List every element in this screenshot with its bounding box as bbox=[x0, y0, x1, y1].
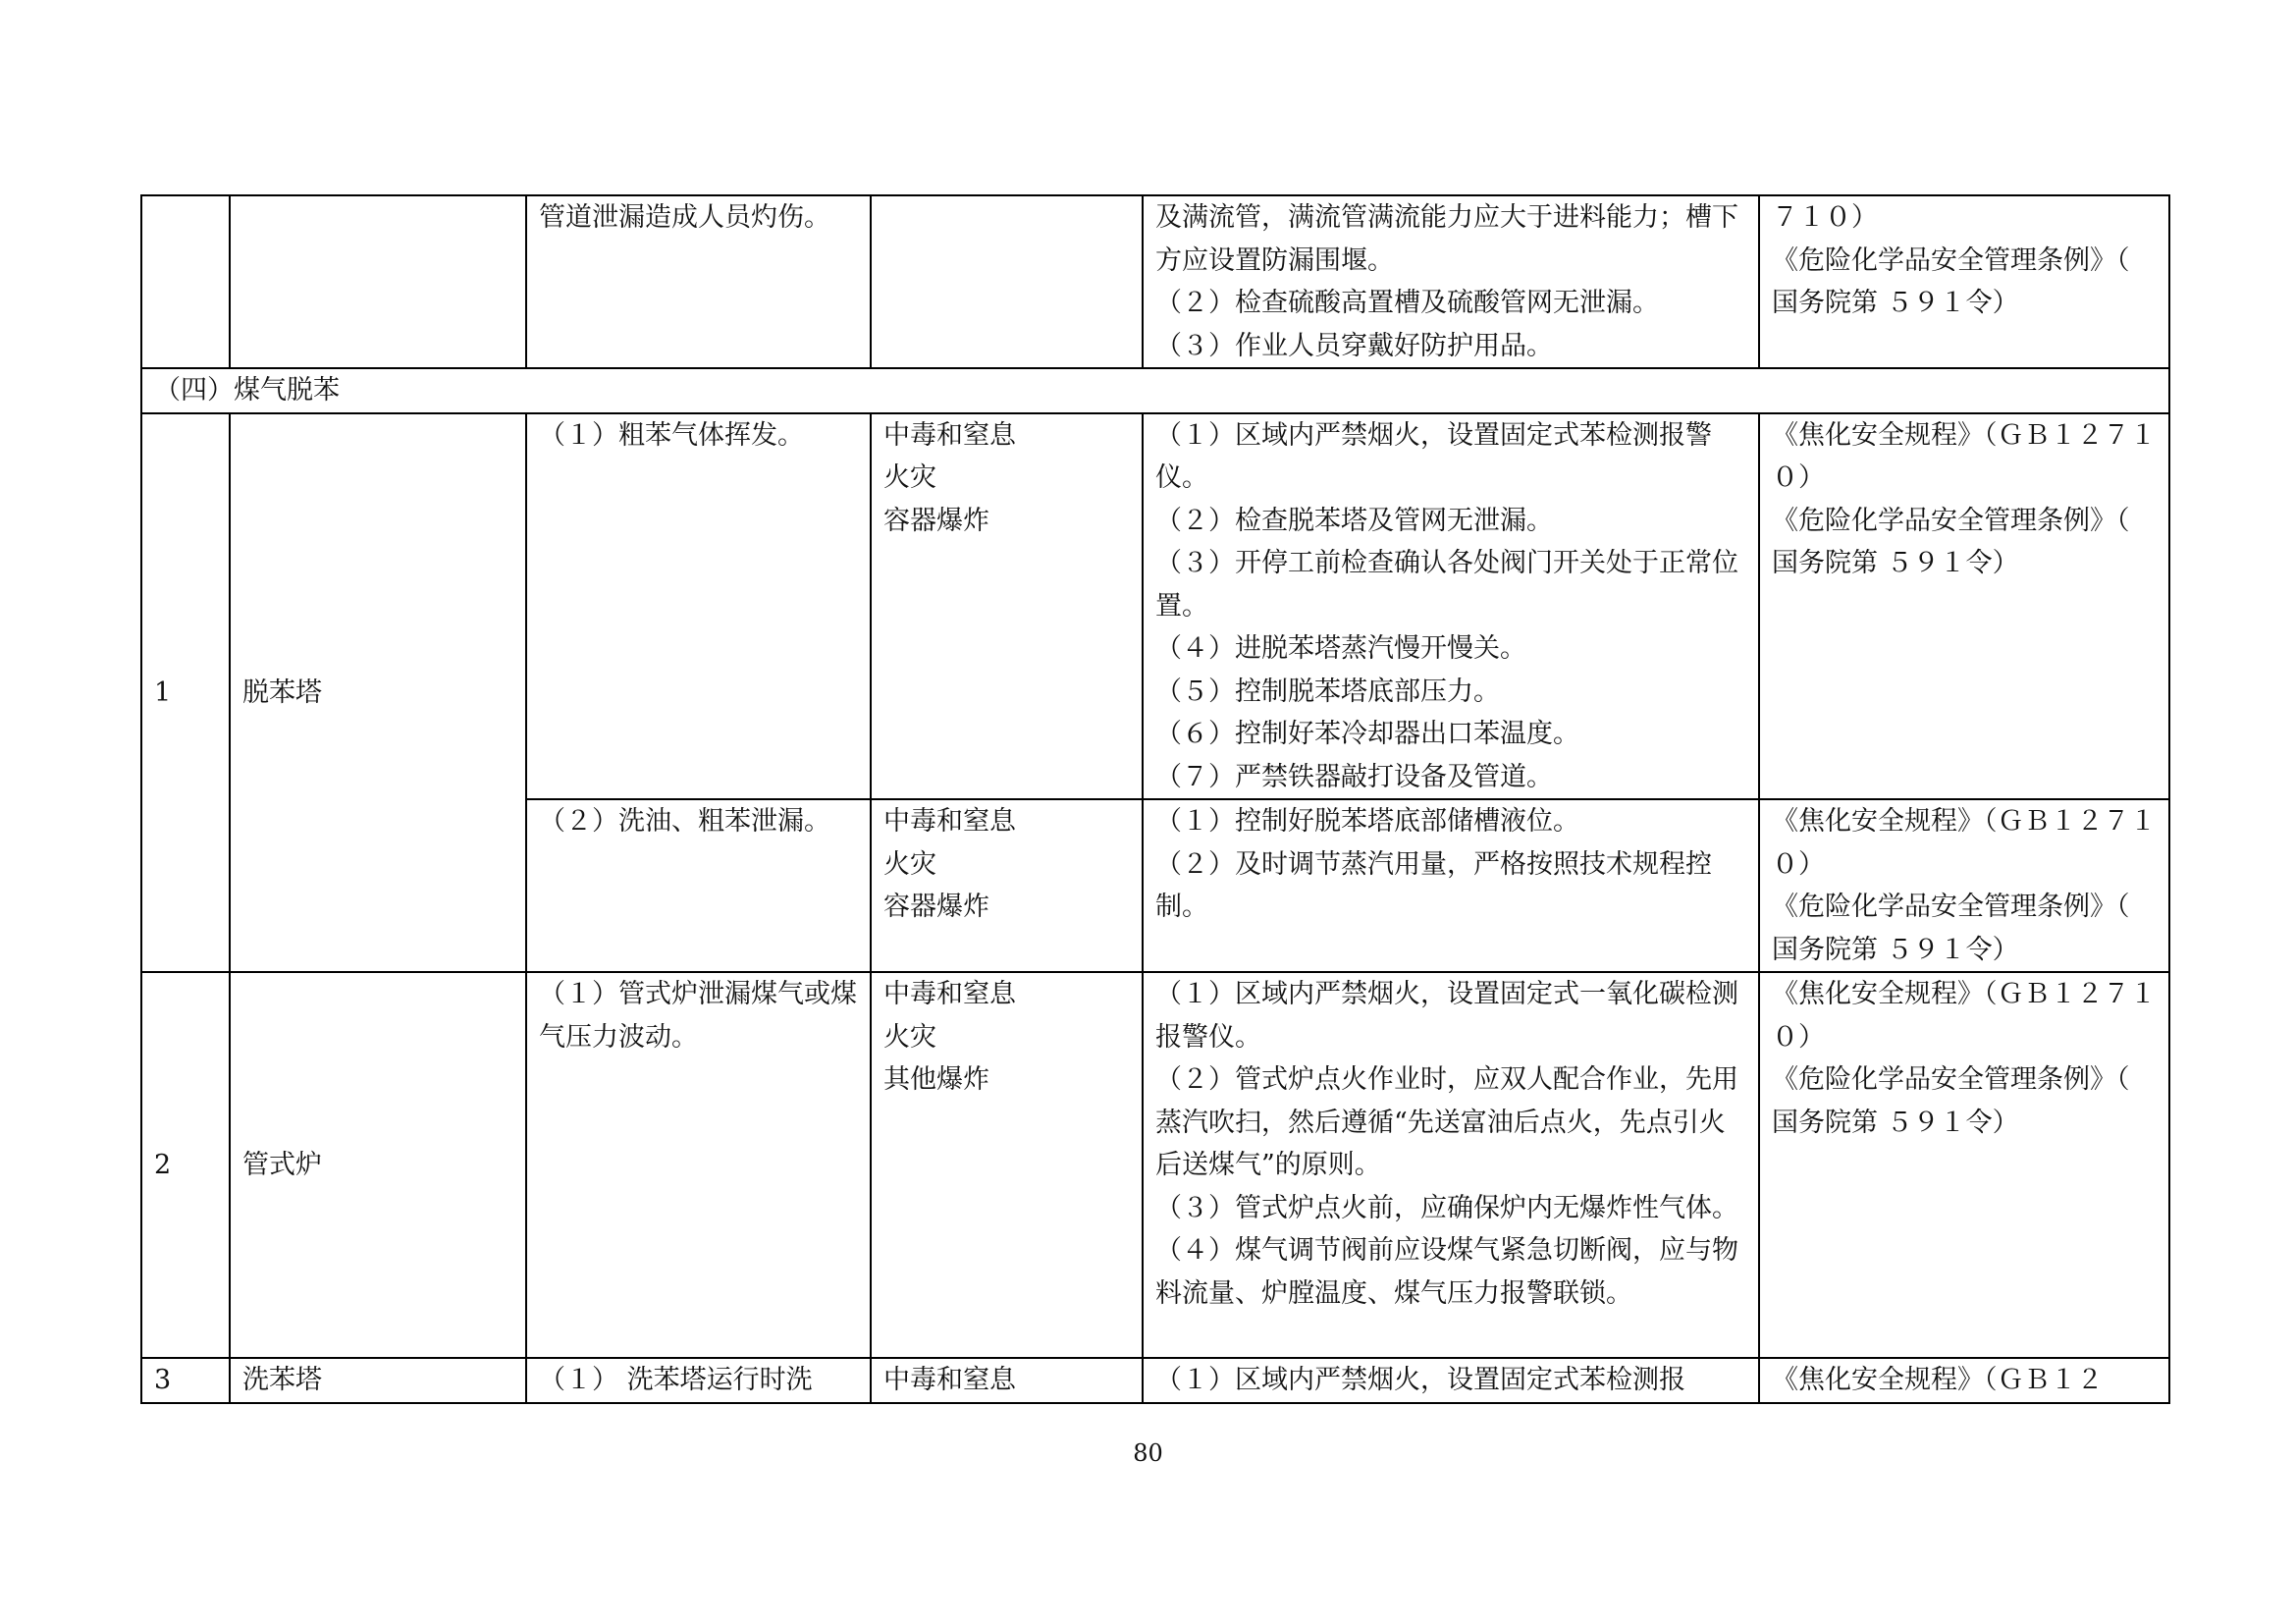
basis-text: 《焦化安全规程》（ＧＢ１２７１０） bbox=[1772, 419, 2157, 493]
table-row bbox=[141, 972, 2169, 1358]
accident-type: 中毒和窒息 bbox=[883, 1365, 1016, 1395]
cell-accident bbox=[871, 413, 1143, 800]
accident-type: 容器爆炸 bbox=[883, 892, 989, 922]
basis-text: 《焦化安全规程》（ＧＢ１２７１０） bbox=[1772, 979, 2157, 1053]
accident-type: 容器爆炸 bbox=[883, 505, 989, 536]
hazard-text: （１）粗苯气体挥发。 bbox=[539, 419, 804, 451]
cell-accident bbox=[871, 195, 1143, 368]
cell-name: 管式炉 bbox=[230, 972, 526, 1358]
cell-measures bbox=[1143, 972, 1759, 1358]
accident-type: 火灾 bbox=[883, 848, 936, 880]
basis-text: 《危险化学品安全管理条例》（ 国务院第 ５９１令） bbox=[1772, 244, 2130, 318]
cell-name: 脱苯塔 bbox=[230, 413, 526, 973]
basis-text: 《焦化安全规程》（ＧＢ１２７１０） bbox=[1772, 806, 2157, 880]
basis-text: 《危险化学品安全管理条例》（ 国务院第 ５９１令） bbox=[1772, 505, 2130, 578]
measure-text: （２）检查脱苯塔及管网无泄漏。 bbox=[1155, 505, 1553, 536]
measure-text: （１）区域内严禁烟火，设置固定式一氧化碳检测报警仪。 bbox=[1155, 979, 1738, 1053]
measure-text: （７）严禁铁器敲打设备及管道。 bbox=[1155, 761, 1553, 792]
accident-type: 火灾 bbox=[883, 462, 936, 493]
accident-type: 火灾 bbox=[883, 1021, 936, 1053]
measure-text: （２）及时调节蒸汽用量，严格按照技术规程控制。 bbox=[1155, 848, 1712, 922]
measure-text: （３）开停工前检查确认各处阀门开关处于正常位置。 bbox=[1155, 548, 1738, 622]
cell-no: 2 bbox=[141, 972, 230, 1358]
measure-text: （３）管式炉点火前，应确保炉内无爆炸性气体。 bbox=[1155, 1192, 1738, 1223]
measure-text: （４）进脱苯塔蒸汽慢开慢关。 bbox=[1155, 633, 1526, 664]
table-row bbox=[141, 1358, 2169, 1403]
cell-accident bbox=[871, 799, 1143, 972]
measure-text: （５）控制脱苯塔底部压力。 bbox=[1155, 676, 1500, 707]
cell-hazard bbox=[526, 1358, 871, 1403]
hazard-text: （２）洗油、粗苯泄漏。 bbox=[539, 806, 830, 837]
accident-type: 中毒和窒息 bbox=[883, 419, 1016, 451]
accident-type: 其他爆炸 bbox=[883, 1064, 989, 1095]
cell-basis bbox=[1759, 1358, 2169, 1403]
cell-hazard bbox=[526, 195, 871, 368]
hazard-text: 管道泄漏造成人员灼伤。 bbox=[539, 202, 830, 233]
cell-basis bbox=[1759, 972, 2169, 1358]
table-row bbox=[141, 413, 2169, 800]
cell-accident bbox=[871, 1358, 1143, 1403]
cell-accident bbox=[871, 972, 1143, 1358]
measure-text: （３）作业人员穿戴好防护用品。 bbox=[1155, 330, 1553, 361]
accident-type: 中毒和窒息 bbox=[883, 806, 1016, 837]
basis-text: 《危险化学品安全管理条例》（ 国务院第 ５９１令） bbox=[1772, 892, 2130, 965]
section-header-row bbox=[141, 368, 2169, 413]
cell-measures bbox=[1143, 195, 1759, 368]
measure-text: （２）检查硫酸高置槽及硫酸管网无泄漏。 bbox=[1155, 288, 1659, 318]
basis-text: ７１０） bbox=[1772, 202, 1878, 233]
cell-hazard bbox=[526, 413, 871, 800]
hazard-text: （１）管式炉泄漏煤气或煤气压力波动。 bbox=[539, 979, 857, 1053]
cell-name: 洗苯塔 bbox=[230, 1358, 526, 1403]
hazard-table bbox=[140, 194, 2170, 1404]
cell-basis bbox=[1759, 195, 2169, 368]
basis-text: 《焦化安全规程》（ＧＢ１２ bbox=[1772, 1365, 2104, 1395]
cell-basis bbox=[1759, 413, 2169, 800]
measure-text: （１）区域内严禁烟火，设置固定式苯检测报警仪。 bbox=[1155, 419, 1712, 493]
cell-hazard bbox=[526, 799, 871, 972]
page-number: 80 bbox=[1133, 1439, 1163, 1467]
basis-text: 《危险化学品安全管理条例》（ 国务院第 ５９１令） bbox=[1772, 1064, 2130, 1138]
cell-measures bbox=[1143, 1358, 1759, 1403]
accident-type: 中毒和窒息 bbox=[883, 979, 1016, 1009]
cell-measures bbox=[1143, 799, 1759, 972]
measure-text: （６）控制好苯冷却器出口苯温度。 bbox=[1155, 719, 1579, 749]
cell-basis bbox=[1759, 799, 2169, 972]
measure-text: （１）控制好脱苯塔底部储槽液位。 bbox=[1155, 806, 1579, 837]
measure-text: （１）区域内严禁烟火，设置固定式苯检测报 bbox=[1155, 1365, 1685, 1395]
cell-no bbox=[141, 195, 230, 368]
cell-no: 1 bbox=[141, 413, 230, 973]
table-row bbox=[141, 195, 2169, 368]
section-header: （四）煤气脱苯 bbox=[141, 368, 2169, 413]
cell-no: 3 bbox=[141, 1358, 230, 1403]
cell-hazard bbox=[526, 972, 871, 1358]
hazard-text: （１） 洗苯塔运行时洗 bbox=[539, 1365, 813, 1395]
measure-text: （４）煤气调节阀前应设煤气紧急切断阀，应与物料流量、炉膛温度、煤气压力报警联锁。 bbox=[1155, 1235, 1738, 1309]
cell-measures bbox=[1143, 413, 1759, 800]
measure-text: 及满流管，满流管满流能力应大于进料能力；槽下方应设置防漏围堰。 bbox=[1155, 202, 1738, 276]
measure-text: （２）管式炉点火作业时，应双人配合作业，先用蒸汽吹扫，然后遵循“先送富油后点火，先点引火后送煤气”的原则。 bbox=[1155, 1064, 1738, 1180]
cell-name bbox=[230, 195, 526, 368]
